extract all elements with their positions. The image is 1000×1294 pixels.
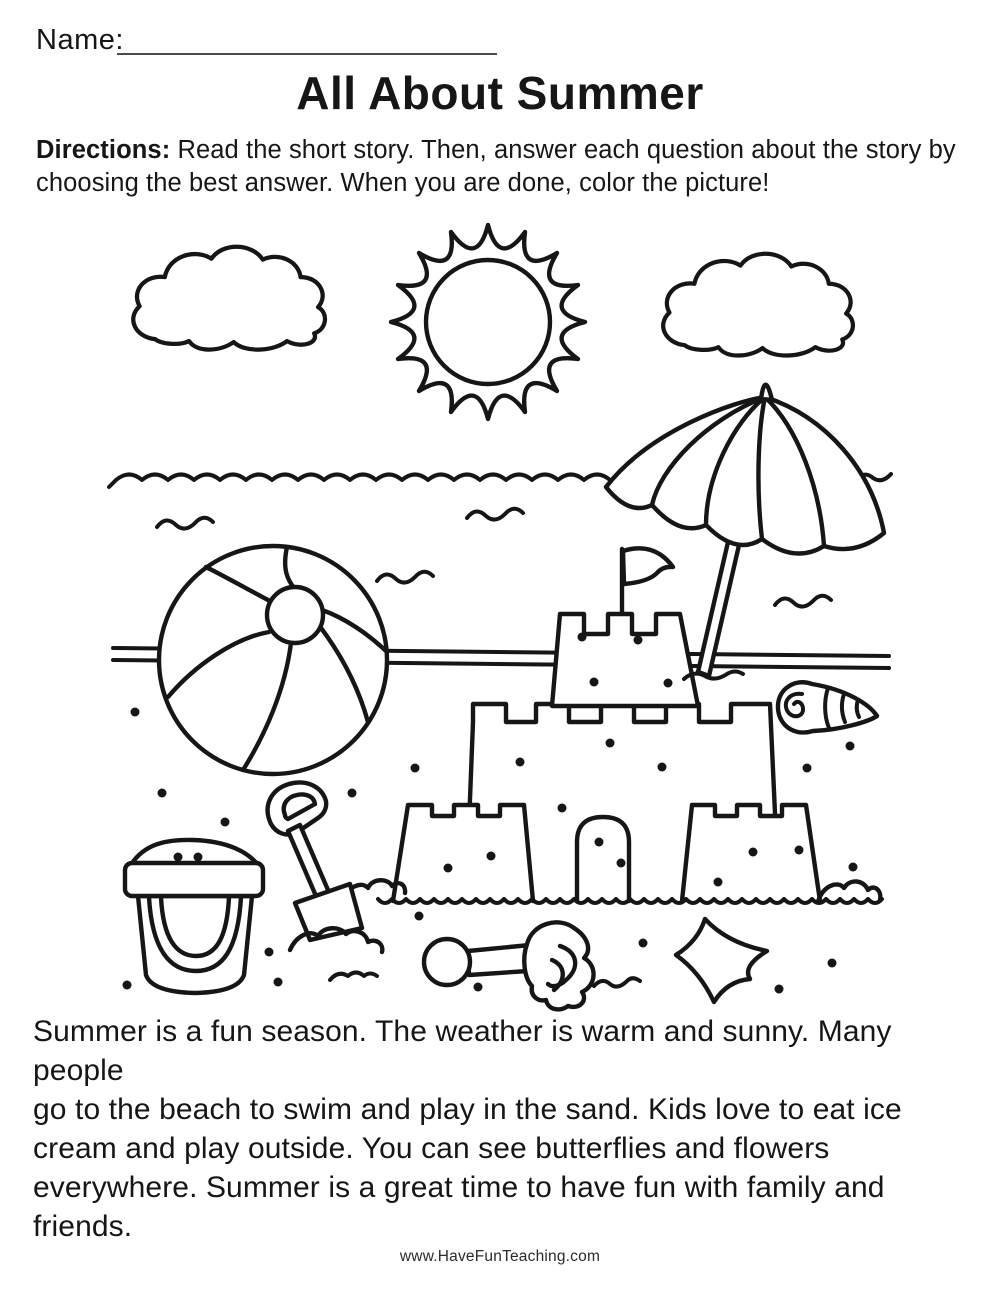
seashell-icon <box>778 682 877 732</box>
sun-icon <box>391 225 585 419</box>
flag-icon <box>622 548 673 612</box>
story-line-3: cream and play outside. You can see butterflies and flowers <box>33 1132 830 1165</box>
beach-ball-icon <box>159 546 387 774</box>
sand-squiggle <box>330 973 377 981</box>
sand-bucket-icon <box>125 840 263 993</box>
directions-label: Directions: <box>36 136 171 164</box>
umbrella-finial <box>761 385 772 400</box>
name-label: Name: <box>36 24 124 56</box>
cloud-right-icon <box>663 254 853 356</box>
bucket-body <box>138 896 252 993</box>
rake-handle <box>424 939 470 985</box>
story-line-5: friends. <box>33 1210 133 1243</box>
shovel-icon <box>268 783 383 980</box>
story-line-4: everywhere. Summer is a great time to have fun with family and <box>33 1171 885 1204</box>
worksheet-title: All About Summer <box>296 67 704 119</box>
bucket-rim <box>125 863 263 896</box>
story-line-2: go to the beach to swim and play in the sand. Kids love to eat ice <box>33 1093 902 1126</box>
story-paragraph <box>33 1012 983 1246</box>
footer-url: www.HaveFunTeaching.com <box>399 1248 601 1265</box>
directions-line-1: Read the short story. Then, answer each question about the story by <box>170 136 956 164</box>
story-line-1: Summer is a fun season. The weather is warm and sunny. Many people <box>33 1015 892 1087</box>
rake-icon <box>424 922 594 1009</box>
starfish-icon <box>676 919 767 1002</box>
cloud-left-icon <box>133 247 325 350</box>
directions-line-2: choosing the best answer. When you are done, color the picture! <box>36 169 770 197</box>
rake-shaft <box>468 945 530 975</box>
